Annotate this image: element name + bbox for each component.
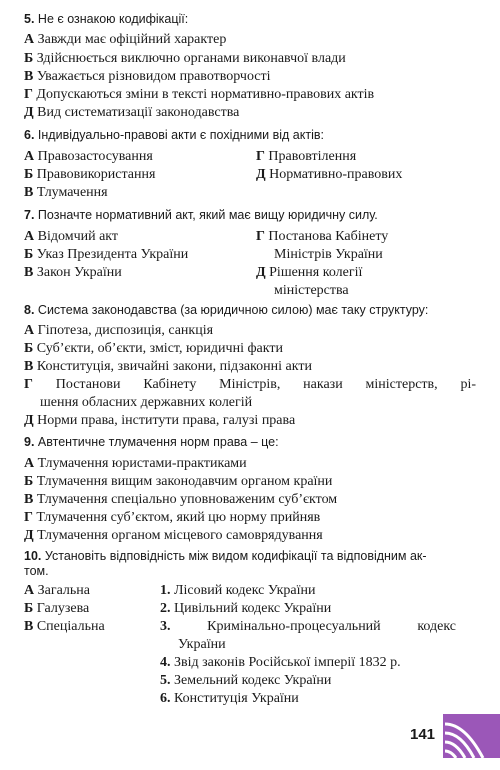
q6-option-d: Г Правовтілення (256, 149, 357, 164)
question-number: 10. (24, 549, 42, 563)
q8-option-a: А Гіпотеза, диспозиція, санкція (24, 323, 214, 338)
question-text: Система законодавства (за юридичною силою) має таку структуру: (37, 303, 429, 317)
q9-option-a: А Тлумачення юристами-практиками (24, 456, 247, 471)
q10-right-6: 6. Конституція України (160, 691, 299, 706)
q5-option-b: Б Здійснюється виключно органами виконавчої влади (24, 51, 346, 66)
q9-option-c: В Тлумачення спеціально уповноваженим суб’єктом (24, 492, 338, 507)
q10-right-3: 3. Кримінально-процесуальний кодекс (160, 619, 457, 634)
page-number: 141 (410, 726, 436, 743)
q9-option-b: Б Тлумачення вищим законодавчим органом країни (24, 474, 333, 489)
q6-option-e: Д Нормативно-правових (256, 167, 403, 182)
question-text: Автентичне тлумачення норм права – це: (37, 435, 279, 449)
q7-option-b: Б Указ Президента України (24, 247, 189, 262)
q8-option-b: Б Суб’єкти, об’єкти, зміст, юридичні факти (24, 341, 283, 356)
question-9 (24, 434, 476, 451)
q8-option-d: Г Постанови Кабінету Міністрів, накази міністерств, рі- (24, 377, 476, 392)
question-number: 9. (24, 435, 35, 449)
q10-right-3-cont: України (178, 637, 226, 652)
page-corner-stripes-decoration (443, 714, 500, 758)
question-number: 6. (24, 128, 35, 142)
q10-right-5: 5. Земельний кодекс України (160, 673, 332, 688)
q7-option-d: Г Постанова Кабінету (256, 229, 389, 244)
q10-right-2: 2. Цивільний кодекс України (160, 601, 332, 616)
q6-option-a: А Правозастосування (24, 149, 153, 164)
q5-option-a: А Завжди має офіційний характер (24, 32, 227, 47)
q7-option-e: Д Рішення колегії (256, 265, 363, 280)
q10-left-a: А Загальна (24, 583, 91, 598)
q6-option-c: В Тлумачення (24, 185, 108, 200)
question-7 (24, 207, 476, 224)
question-5 (24, 11, 476, 28)
q7-option-c: В Закон України (24, 265, 122, 280)
q5-option-e: Д Вид систематизації законодавства (24, 105, 240, 120)
q8-option-e: Д Норми права, інститути права, галузі права (24, 413, 296, 428)
q10-right-1: 1. Лісовий кодекс України (160, 583, 316, 598)
q7-option-a: А Відомчий акт (24, 229, 119, 244)
q7-option-d-cont: Міністрів України (274, 247, 383, 262)
question-text: Індивідуально-правові акти є похідними від актів: (37, 128, 324, 142)
question-text: Установіть відповідність між видом кодифікації та відповідним ак- (44, 549, 427, 563)
q5-option-c: В Уважається різновидом правотворчості (24, 69, 271, 84)
question-text: Не є ознакою кодифікації: (37, 12, 189, 26)
q7-option-e-cont: міністерства (274, 283, 349, 298)
q6-option-b: Б Правовикористання (24, 167, 156, 182)
q5-option-d: Г Допускаються зміни в тексті нормативно-правових актів (24, 87, 375, 102)
question-8 (24, 302, 476, 319)
question-text: Позначте нормативний акт, який має вищу юридичну силу. (37, 208, 378, 222)
question-number: 5. (24, 12, 35, 26)
question-number: 7. (24, 208, 35, 222)
q9-option-d: Г Тлумачення суб’єктом, який цю норму прийняв (24, 510, 321, 525)
q8-option-d-cont: шення обласних державних колегій (40, 395, 253, 410)
q9-option-e: Д Тлумачення органом місцевого самоврядування (24, 528, 323, 543)
q10-left-c: В Спеціальна (24, 619, 105, 634)
q8-option-c: В Конституція, звичайні закони, підзаконні акти (24, 359, 312, 374)
question-number: 8. (24, 303, 35, 317)
question-6 (24, 127, 476, 144)
q10-left-b: Б Галузева (24, 601, 90, 616)
question-10-cont: том. (24, 564, 49, 578)
q10-right-4: 4. Звід законів Російської імперії 1832 р. (160, 655, 401, 670)
